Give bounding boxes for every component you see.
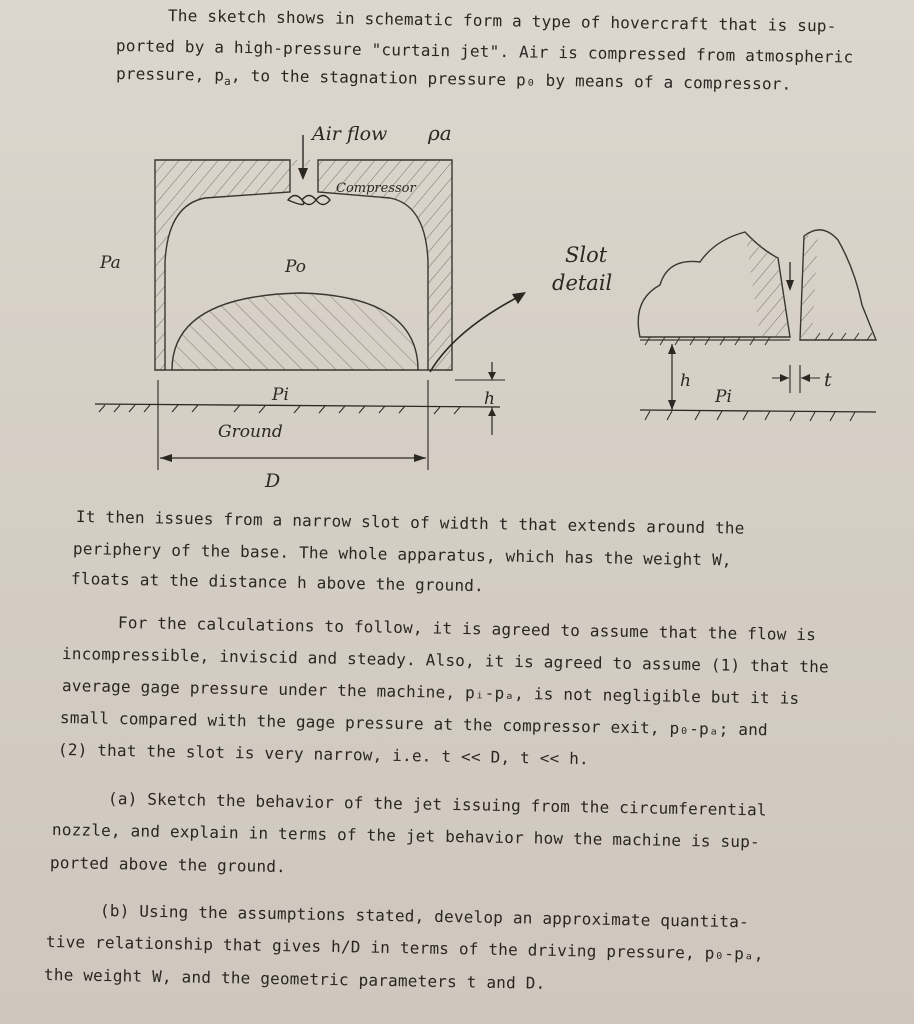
part-b-line-2: tive relationship that gives h/D in terms of the driving pressure, p₀-pₐ, <box>45 932 764 964</box>
part-a-line-2: nozzle, and explain in terms of the jet behavior how the machine is sup- <box>51 820 761 852</box>
h-detail-label: h <box>680 371 691 391</box>
p2-line-4: small compared with the gage pressure at the compressor exit, p₀-pₐ; and <box>59 708 769 740</box>
p2-line-3: average gage pressure under the machine, pᵢ-pₐ, is not negligible but it is <box>61 676 800 708</box>
intro-line-3-sub: a <box>223 74 232 88</box>
jet-arrow-head <box>512 292 526 304</box>
p1-line-1: It then issues from a narrow slot of width t that extends around the <box>75 507 745 538</box>
slot-detail-label-2: detail <box>552 271 613 295</box>
pi-detail-label: Pi <box>715 387 732 407</box>
po-label: Po <box>285 257 306 277</box>
p2-line-2: incompressible, inviscid and steady. Also, it is agreed to assume (1) that the <box>61 644 830 677</box>
pi-label: Pi <box>272 385 289 405</box>
p1-line-2: periphery of the base. The whole apparatus, which has the weight W, <box>72 539 732 570</box>
intro-line-2: ported by a high-pressure "curtain jet". Air is compressed from atmospheric <box>115 36 854 67</box>
part-a-line-3: ported above the ground. <box>49 853 287 877</box>
intro-line-1: The sketch shows in schematic form a type of hovercraft that is sup- <box>167 6 837 36</box>
slot-detail-label-1: Slot <box>565 243 608 267</box>
part-a-line-1: (a) Sketch the behavior of the jet issuing from the circumferential <box>107 789 767 820</box>
ground-label: Ground <box>218 422 283 442</box>
compressor-label: Compressor <box>336 181 416 196</box>
part-b-line-1: (b) Using the assumptions stated, develop an approximate quantita- <box>99 901 750 932</box>
compressor-icon <box>288 196 330 205</box>
D-label: D <box>265 470 281 492</box>
rho-a-label: ρa <box>428 121 452 145</box>
t-label: t <box>824 369 832 391</box>
air-flow-arrow-head <box>298 168 308 180</box>
p1-line-3: floats at the distance h above the ground. <box>70 569 485 596</box>
plenum-dome <box>172 293 418 370</box>
ground-line <box>95 404 500 407</box>
pa-label: Pa <box>100 253 121 273</box>
p2-line-5: (2) that the slot is very narrow, i.e. t << D, t << h. <box>57 740 590 769</box>
hovercraft-figure <box>0 0 914 500</box>
intro-line-3-pre: pressure, p <box>115 64 225 85</box>
air-flow-label: Air flow <box>312 123 388 145</box>
p2-line-1: For the calculations to follow, it is agreed to assume that the flow is <box>117 613 817 645</box>
part-b-line-3: the weight W, and the geometric parameters t and D. <box>43 965 546 993</box>
intro-line-3-post: , to the stagnation pressure p₀ by means of a compressor. <box>230 65 792 94</box>
h-label: h <box>484 389 495 409</box>
